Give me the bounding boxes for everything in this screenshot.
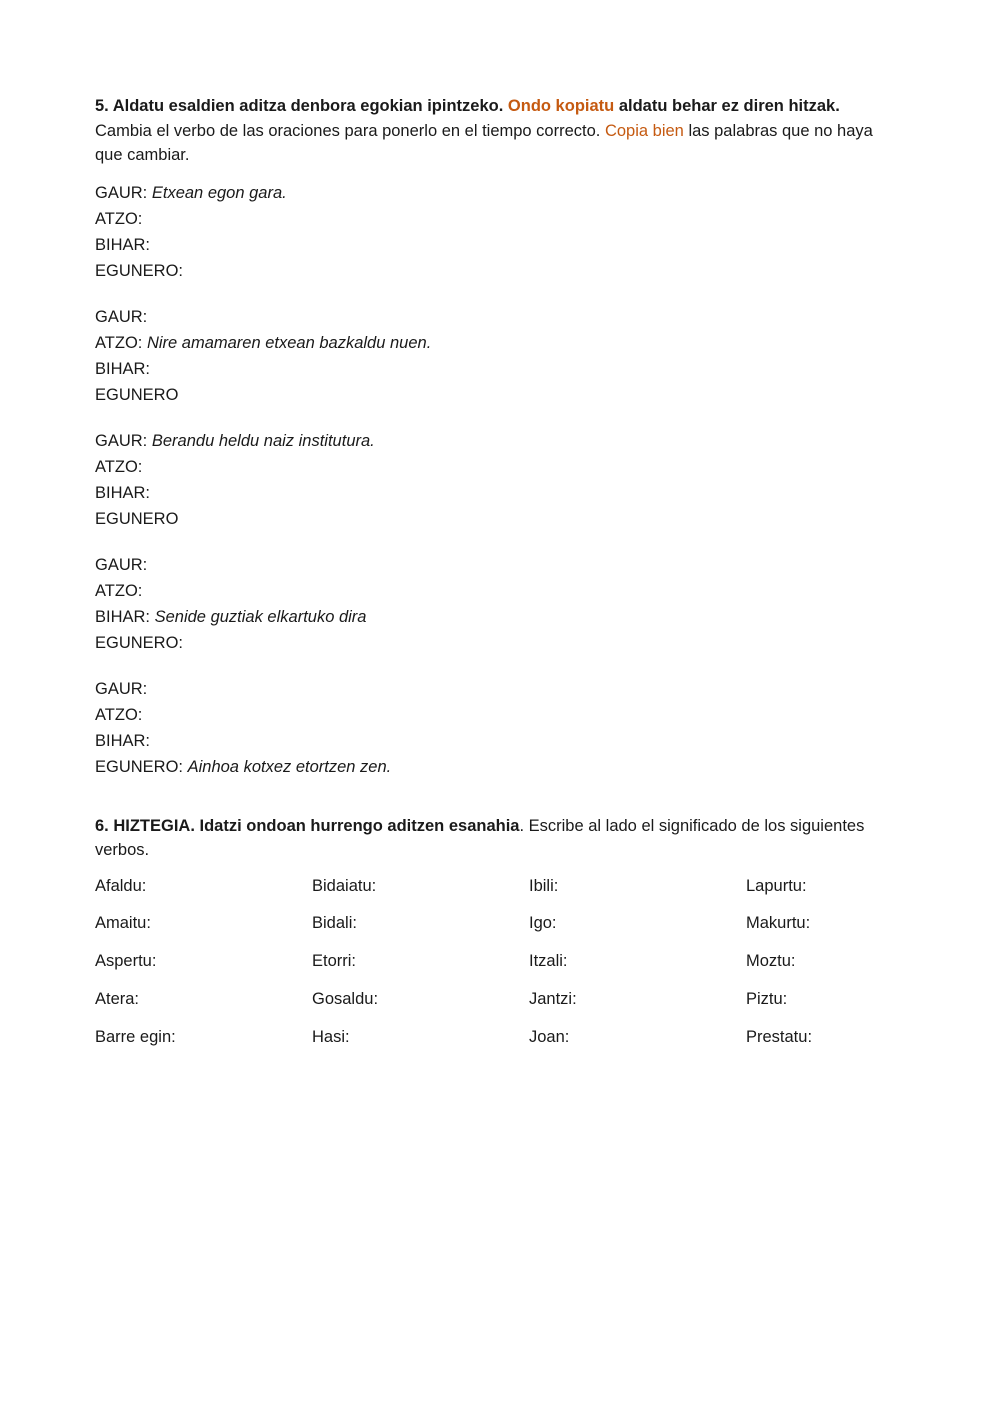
tense-line[interactable] [95, 754, 895, 780]
tense-label: GAUR: [95, 555, 148, 574]
tense-label: GAUR: [95, 183, 148, 202]
vocab-item[interactable]: Lapurtu: [746, 876, 807, 895]
vocab-item[interactable]: Atera: [95, 989, 140, 1008]
tense-line[interactable] [95, 728, 895, 754]
vocab-item[interactable]: Gosaldu: [312, 989, 379, 1008]
tense-line[interactable] [95, 578, 895, 604]
tense-line[interactable] [95, 330, 895, 356]
tense-label: ATZO: [95, 581, 143, 600]
tense-label: EGUNERO: [95, 633, 184, 652]
tense-label: ATZO: [95, 457, 143, 476]
tense-line[interactable] [95, 206, 895, 232]
tense-line[interactable] [95, 356, 895, 382]
vocab-item[interactable]: Afaldu: [95, 876, 147, 895]
tense-line[interactable] [95, 702, 895, 728]
tense-label: GAUR: [95, 307, 148, 326]
instruction-spanish-part-1: Cambia el verbo de las oraciones para ponerlo en el tiempo correcto. [95, 121, 601, 140]
tense-label: EGUNERO [95, 385, 179, 404]
example-sentence: Senide guztiak elkartuko dira [154, 607, 367, 626]
instruction-bold-part-1: 5. Aldatu esaldien aditza denbora egokian ipintzeko. [95, 97, 504, 115]
vocab-item[interactable]: Amaitu: [95, 914, 151, 933]
exercise-5 [95, 94, 895, 780]
sentence-group-5 [95, 676, 895, 780]
tense-label: GAUR: [95, 679, 148, 698]
instruction-highlight-1: Ondo kopiatu [507, 97, 615, 115]
example-sentence: Nire amamaren etxean bazkaldu nuen. [146, 333, 432, 352]
tense-label: EGUNERO [95, 509, 179, 528]
vocab-item[interactable]: Moztu: [746, 952, 796, 970]
example-sentence: Etxean egon gara. [151, 183, 287, 202]
tense-line[interactable] [95, 630, 895, 656]
tense-label: EGUNERO: [95, 757, 184, 776]
vocabulary-grid [95, 875, 895, 1064]
instruction-spanish: . Escribe al lado el significado de los siguientes verbos. [95, 816, 865, 859]
sentence-group-4 [95, 552, 895, 656]
tense-label: BIHAR: [95, 731, 151, 750]
vocab-item[interactable]: Piztu: [746, 989, 788, 1008]
tense-line[interactable] [95, 258, 895, 284]
vocab-item[interactable]: Hasi: [312, 1027, 350, 1046]
vocab-item[interactable]: Barre egin: [95, 1027, 176, 1046]
vocab-item[interactable]: Joan: [529, 1027, 570, 1046]
vocab-item[interactable]: Itzali: [529, 952, 568, 970]
sentence-group-1 [95, 180, 895, 284]
tense-line[interactable] [95, 304, 895, 330]
instruction-highlight-2: Copia bien [604, 121, 684, 140]
tense-line[interactable] [95, 428, 895, 454]
vocab-item[interactable]: Makurtu: [746, 914, 811, 933]
tense-line[interactable] [95, 604, 895, 630]
tense-line[interactable] [95, 180, 895, 206]
sentence-group-3 [95, 428, 895, 532]
sentence-group-2 [95, 304, 895, 408]
vocab-item[interactable]: Igo: [529, 914, 557, 933]
instruction-spanish-part-2: las palabras que no haya que cambiar. [95, 121, 873, 164]
tense-label: BIHAR: [95, 235, 151, 254]
vocab-item[interactable]: Bidaiatu: [312, 876, 377, 895]
vocab-item[interactable]: Bidali: [312, 914, 357, 933]
tense-label: EGUNERO: [95, 261, 184, 280]
example-sentence: Ainhoa kotxez etortzen zen. [187, 757, 392, 776]
example-sentence: Berandu heldu naiz institutura. [151, 431, 375, 450]
tense-line[interactable] [95, 506, 895, 532]
vocab-item[interactable]: Ibili: [529, 876, 559, 895]
tense-label: ATZO: [95, 209, 143, 228]
tense-line[interactable] [95, 552, 895, 578]
tense-line[interactable] [95, 480, 895, 506]
tense-line[interactable] [95, 382, 895, 408]
tense-line[interactable] [95, 454, 895, 480]
vocab-item[interactable]: Prestatu: [746, 1027, 813, 1046]
exercise-6-instruction [95, 814, 895, 863]
tense-line[interactable] [95, 676, 895, 702]
vocab-item[interactable]: Etorri: [312, 952, 357, 970]
instruction-bold: 6. HIZTEGIA. Idatzi ondoan hurrengo aditzen esanahia [95, 816, 520, 835]
tense-line[interactable] [95, 232, 895, 258]
tense-label: GAUR: [95, 431, 148, 450]
vocab-item[interactable]: Aspertu: [95, 952, 157, 970]
tense-label: BIHAR: [95, 483, 151, 502]
exercise-6 [95, 814, 895, 1064]
worksheet-page [95, 94, 895, 1063]
tense-label: BIHAR: [95, 607, 151, 626]
tense-label: BIHAR: [95, 359, 151, 378]
exercise-5-instruction [95, 94, 895, 168]
instruction-bold-part-2: aldatu behar ez diren hitzak. [618, 97, 840, 115]
tense-label: ATZO: [95, 333, 143, 352]
tense-label: ATZO: [95, 705, 143, 724]
vocab-item[interactable]: Jantzi: [529, 989, 577, 1008]
